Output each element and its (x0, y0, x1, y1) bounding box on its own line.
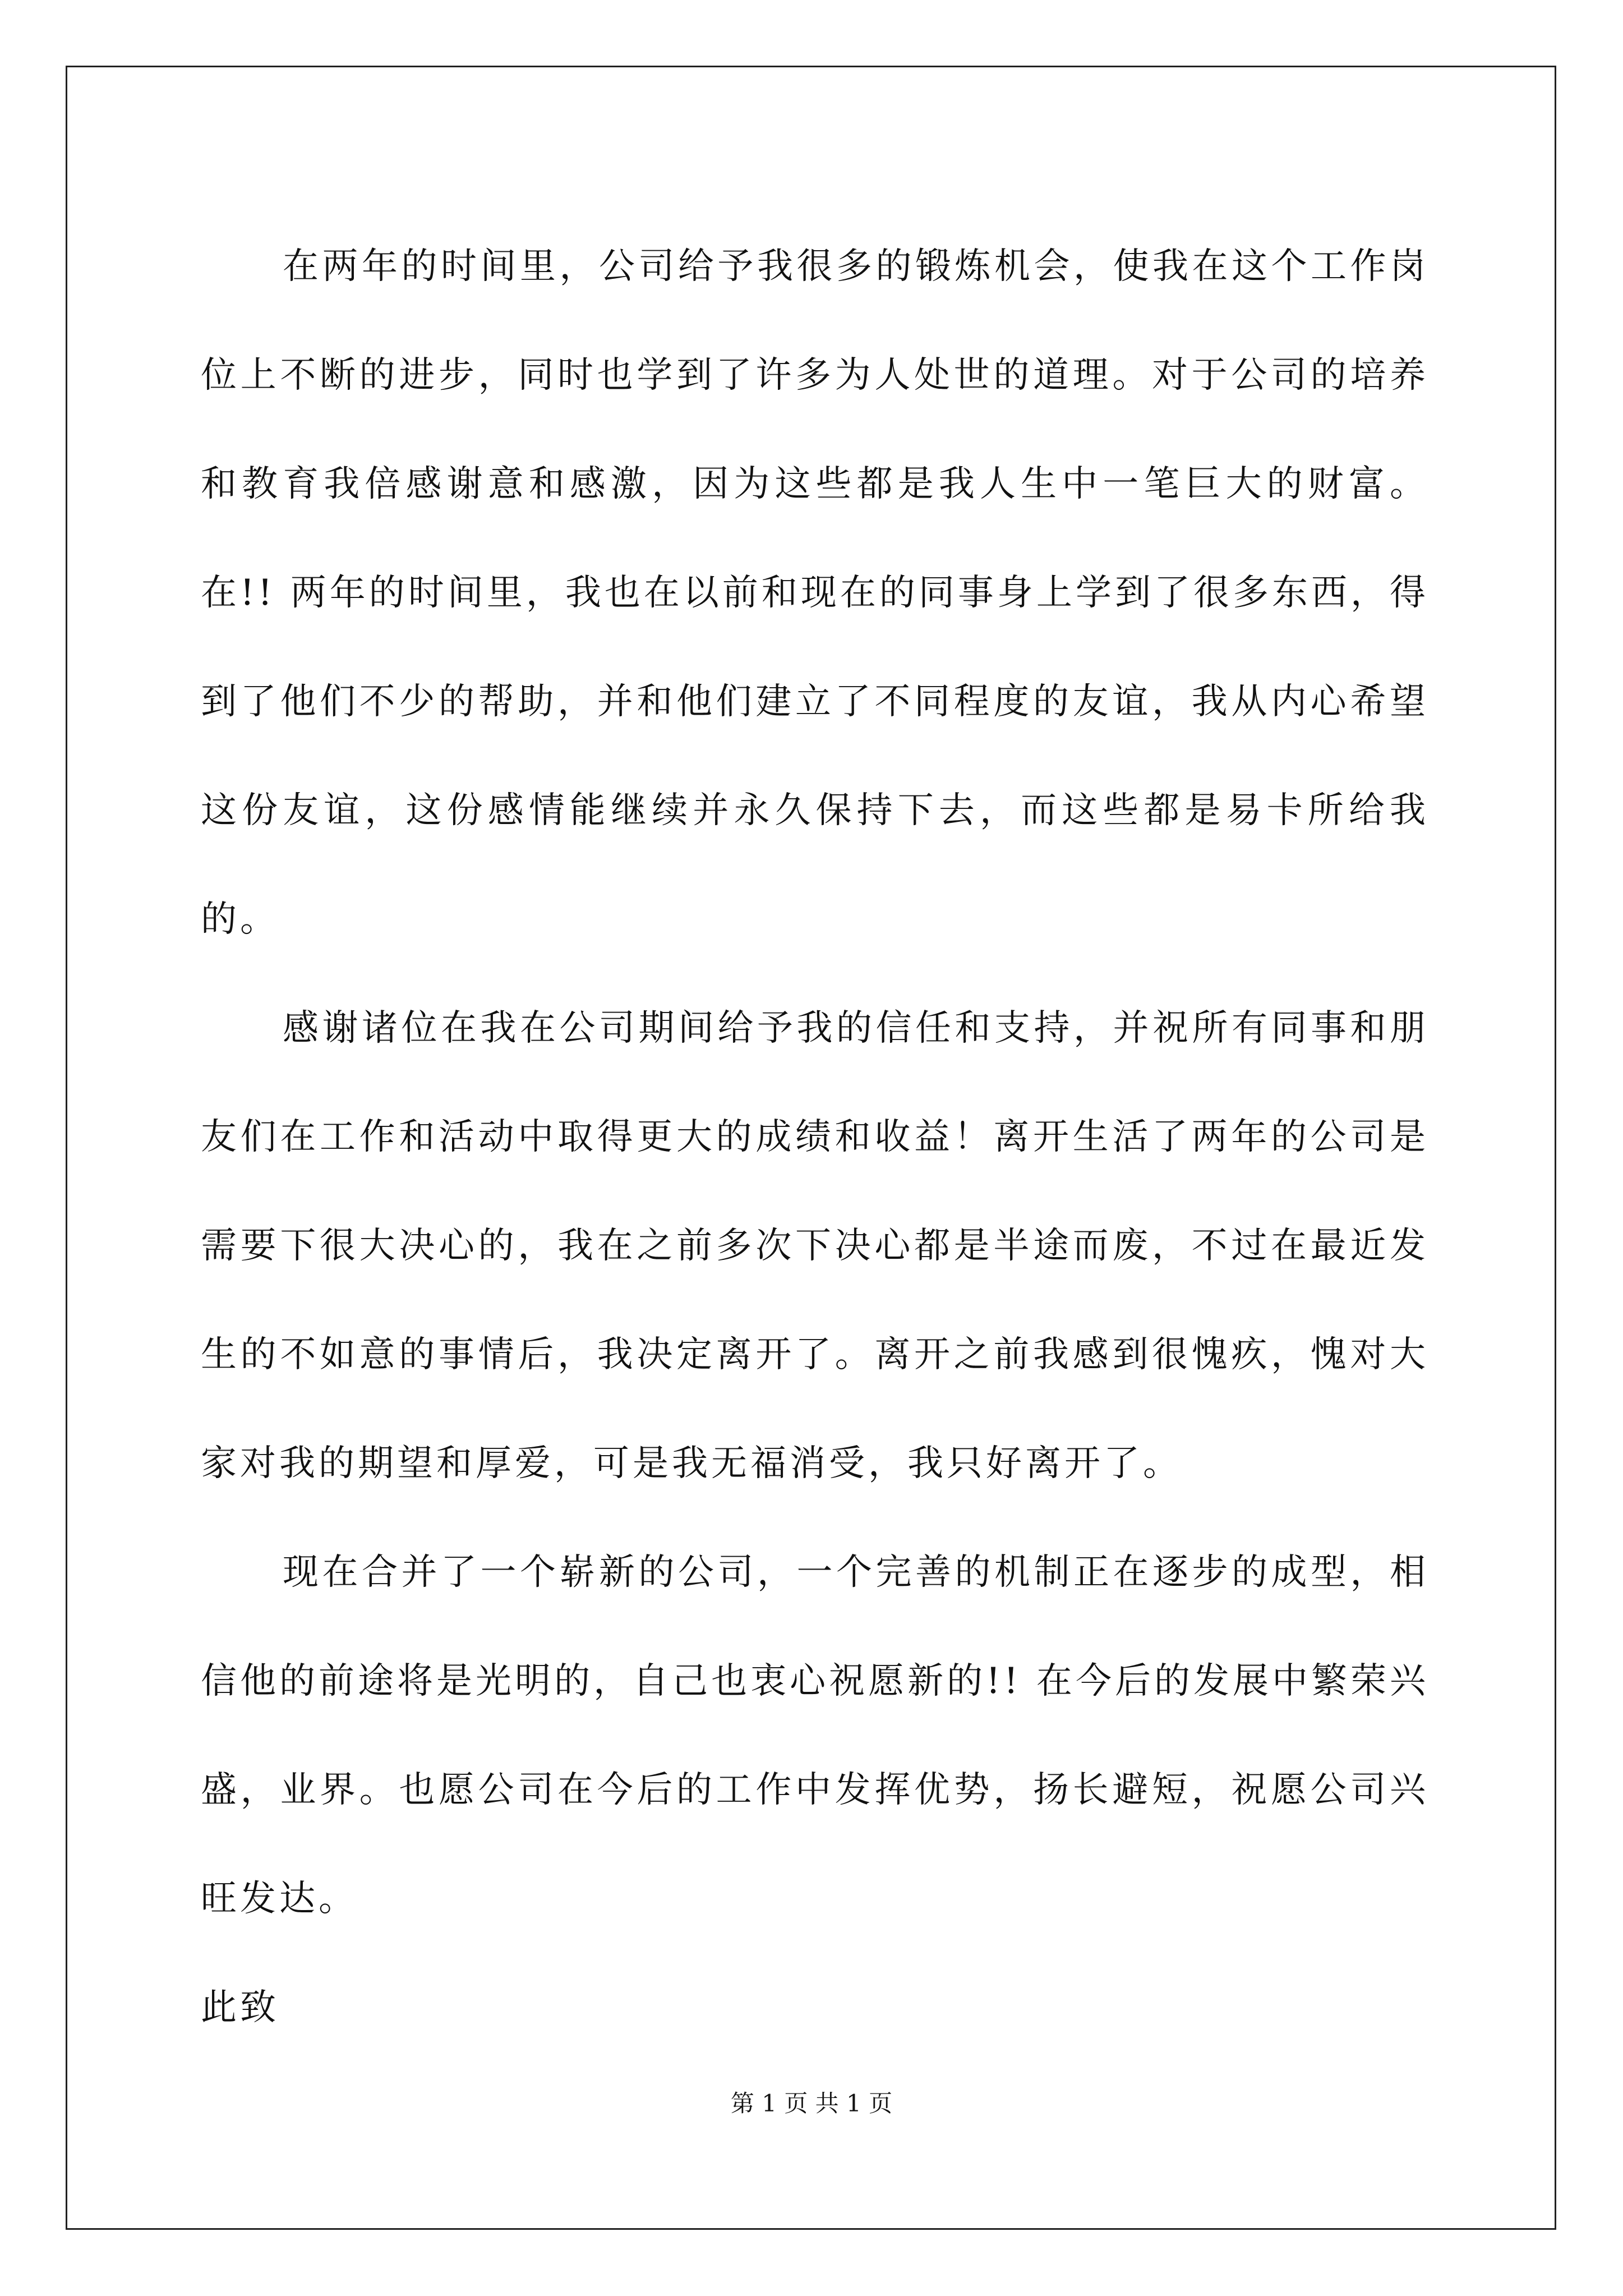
paragraph-1: 在两年的时间里，公司给予我很多的锻炼机会，使我在这个工作岗位上不断的进步，同时也学到了许多为人处世的道理。对于公司的培养和教育我倍感谢意和感激，因为这些都是我人生中一笔巨大的财富。在!! 两年的时间里，我也在以前和现在的同事身上学到了很多东西，得到了他们不少的帮助，并和他们建立了不同程度的友谊，我从内心希望这份友谊，这份感情能继续并永久保持下去，而这些都是易卡所给我的。 (201, 246, 1429, 940)
closing-salutation: 此致 (201, 1987, 279, 2028)
page-number-footer: 第 1 页 共 1 页 (730, 2090, 893, 2117)
paragraph-3: 现在合并了一个崭新的公司，一个完善的机制正在逐步的成型，相信他的前途将是光明的，自己也衷心祝愿新的!! 在今后的发展中繁荣兴盛，业界。也愿公司在今后的工作中发挥优势，扬长避短，祝愿公司兴旺发达。 (201, 1552, 1429, 1920)
paragraph-2: 感谢诸位在我在公司期间给予我的信任和支持，并祝所有同事和朋友们在工作和活动中取得更大的成绩和收益！离开生活了两年的公司是需要下很大决心的，我在之前多次下决心都是半途而废，不过在最近发生的不如意的事情后，我决定离开了。离开之前我感到很愧疚，愧对大家对我的期望和厚爱，可是我无福消受，我只好离开了。 (201, 1007, 1429, 1484)
letter-body (201, 212, 1429, 2062)
